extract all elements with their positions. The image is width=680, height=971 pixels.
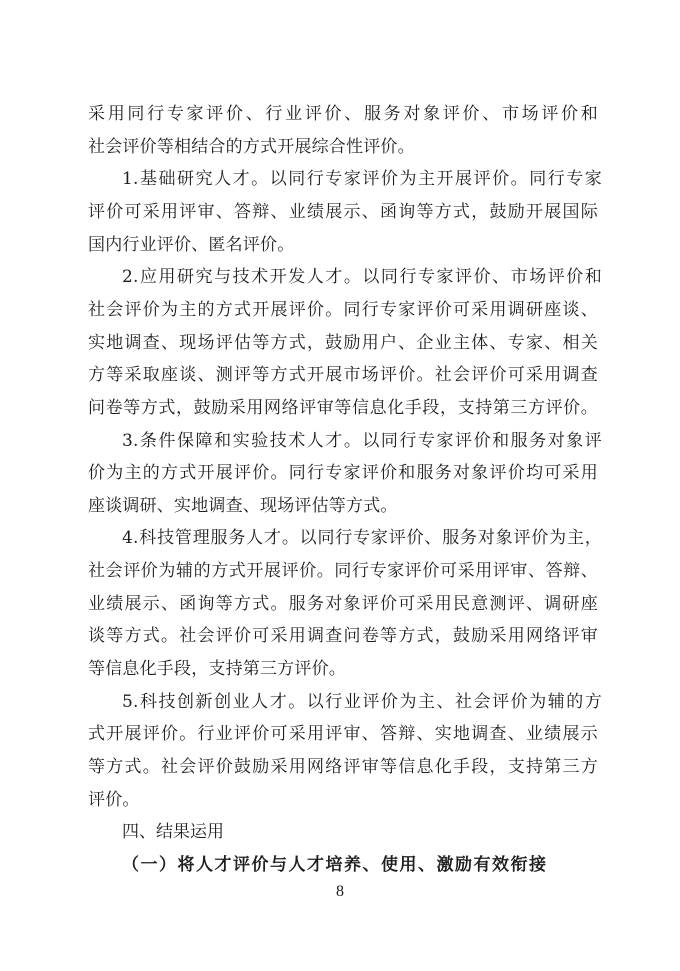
- text-line: 业绩展示、函询等方式。服务对象评价可采用民意测评、调研座: [88, 594, 598, 614]
- text-line: 等信息化手段，支持第三方评价。: [88, 659, 346, 679]
- text-line: 评价。: [88, 790, 140, 810]
- text-line: 等方式。社会评价鼓励采用网络评审等信息化手段，支持第三方: [88, 757, 598, 777]
- sub-heading: （一）将人才评价与人才培养、使用、激励有效衔接: [122, 855, 548, 875]
- text-line: 座谈调研、实地调查、现场评估等方式。: [88, 496, 398, 516]
- text-line: 式开展评价。行业评价可采用评审、答辩、实地调查、业绩展示: [88, 724, 598, 744]
- text-line: 社会评价为主的方式开展评价。同行专家评价可采用调研座谈、: [88, 300, 598, 320]
- text-line: 社会评价为辅的方式开展评价。同行专家评价可采用评审、答辩、: [88, 561, 598, 581]
- text-line: 1.基础研究人才。以同行专家评价为主开展评价。同行专家: [122, 169, 602, 189]
- text-line: 实地调查、现场评估等方式，鼓励用户、企业主体、专家、相关: [88, 333, 598, 353]
- text-line: 评价可采用评审、答辩、业绩展示、函询等方式，鼓励开展国际: [88, 202, 598, 222]
- text-line: 2.应用研究与技术开发人才。以同行专家评价、市场评价和: [122, 267, 602, 287]
- text-line: 价为主的方式开展评价。同行专家评价和服务对象评价均可采用: [88, 463, 598, 483]
- text-line: 方等采取座谈、测评等方式开展市场评价。社会评价可采用调查: [88, 365, 598, 385]
- text-line: 谈等方式。社会评价可采用调查问卷等方式，鼓励采用网络评审: [88, 626, 598, 646]
- section-heading: 四、结果运用: [122, 822, 224, 842]
- text-line: 5.科技创新创业人才。以行业评价为主、社会评价为辅的方: [122, 692, 602, 712]
- text-line: 社会评价等相结合的方式开展综合性评价。: [88, 137, 415, 157]
- page-number: 8: [336, 883, 344, 900]
- text-line: 采用同行专家评价、行业评价、服务对象评价、市场评价和: [88, 104, 598, 124]
- text-line: 4.科技管理服务人才。以同行专家评价、服务对象评价为主，: [122, 528, 602, 548]
- text-line: 国内行业评价、匿名评价。: [88, 235, 295, 255]
- text-line: 问卷等方式，鼓励采用网络评审等信息化手段，支持第三方评价。: [88, 398, 598, 418]
- text-line: 3.条件保障和实验技术人才。以同行专家评价和服务对象评: [122, 431, 602, 451]
